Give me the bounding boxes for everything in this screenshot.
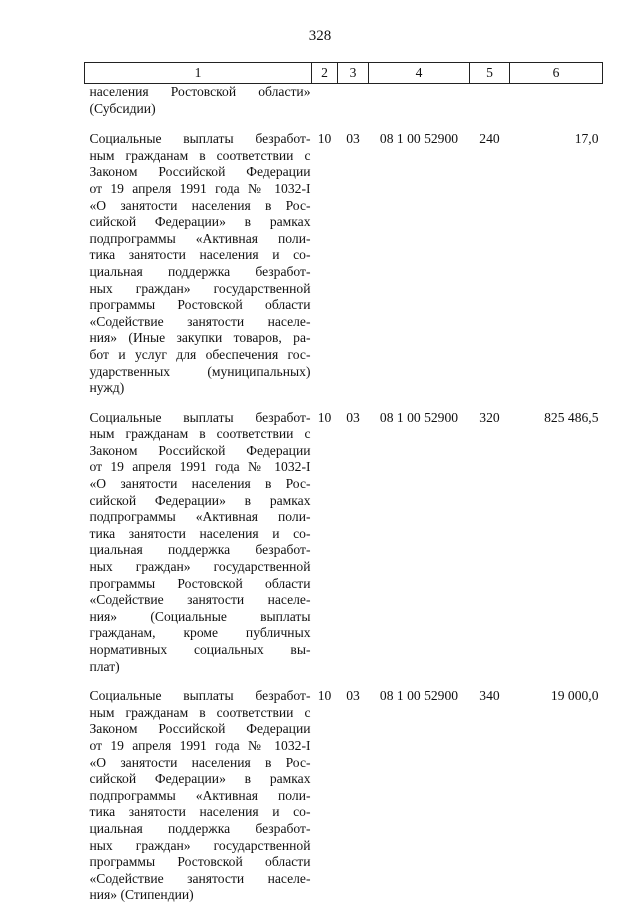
- header-col-4: 4: [369, 63, 470, 84]
- section-code: 10: [317, 409, 332, 425]
- row-description: [85, 688, 312, 917]
- description-line: населения Ростовской области»: [89, 84, 311, 99]
- expense-type-code: [470, 84, 510, 132]
- header-col-5: 5: [470, 63, 510, 84]
- target-code: [369, 84, 470, 132]
- subsection-code: [338, 84, 369, 132]
- description-line: программы Ростовской области: [89, 297, 311, 313]
- subsection-code: 03: [346, 131, 360, 147]
- target-code: 08 1 00 52900: [379, 409, 459, 425]
- description-line: ных граждан» государственной: [89, 280, 311, 296]
- table-row: [85, 688, 603, 917]
- description-line: циальная поддержка безработ-: [89, 263, 311, 279]
- description-line: программы Ростовской области: [89, 575, 311, 591]
- description-line: Законом Российской Федерации: [89, 721, 311, 737]
- description-line: сийской Федерации» в рамках: [89, 771, 311, 787]
- expense-type-code: 340: [479, 688, 500, 704]
- page-number: 328: [308, 28, 332, 44]
- description-line: бот и услуг для обеспечения гос-: [89, 346, 311, 362]
- description-line: ным гражданам в соответствии с: [89, 704, 311, 720]
- table-row: [85, 84, 603, 132]
- description-line: ния» (Социальные выплаты: [89, 608, 311, 624]
- row-description: [85, 410, 312, 689]
- description-line: подпрограммы «Активная поли-: [89, 509, 311, 525]
- table-row: [85, 410, 603, 689]
- description-line: подпрограммы «Активная поли-: [89, 787, 311, 803]
- row-description: [85, 84, 312, 132]
- description-line: Социальные выплаты безработ-: [89, 409, 311, 425]
- description-line: ударственных (муниципальных): [89, 363, 311, 379]
- description-line: «О занятости населения в Рос-: [89, 754, 311, 770]
- description-line: «Содействие занятости населе-: [89, 592, 311, 608]
- section-code: 10: [317, 131, 332, 147]
- description-line: ных граждан» государственной: [89, 559, 311, 575]
- description-line: нормативных социальных вы-: [89, 642, 311, 657]
- description-line: тика занятости населения и со-: [89, 525, 311, 541]
- amount-value: 19 000,0: [550, 688, 599, 704]
- description-line: тика занятости населения и со-: [89, 247, 311, 263]
- target-code: 08 1 00 52900: [379, 688, 459, 704]
- description-line: «О занятости населения в Рос-: [89, 197, 311, 213]
- header-col-3: 3: [338, 63, 369, 84]
- subsection-code: 03: [346, 688, 360, 704]
- description-line: сийской Федерации» в рамках: [89, 492, 311, 508]
- amount-value: 17,0: [574, 131, 599, 147]
- description-line: циальная поддержка безработ-: [89, 820, 311, 836]
- header-col-2: 2: [312, 63, 338, 84]
- description-line: гражданам, кроме публичных: [89, 625, 311, 641]
- description-line: ным гражданам в соответствии с: [89, 426, 311, 442]
- description-line: Законом Российской Федерации: [89, 442, 311, 458]
- subsection-code: 03: [346, 409, 360, 425]
- header-col-1: 1: [85, 63, 312, 84]
- description-line: нужд): [89, 380, 125, 396]
- expense-type-code: 240: [479, 131, 500, 147]
- description-line: от 19 апреля 1991 года № 1032-I: [89, 459, 311, 475]
- target-code: 08 1 00 52900: [379, 131, 459, 147]
- header-row: [85, 63, 603, 84]
- table-header: [85, 63, 603, 84]
- header-col-6: 6: [510, 63, 603, 84]
- description-line: ния» (Иные закупки товаров, ра-: [89, 330, 311, 346]
- description-line: подпрограммы «Активная поли-: [89, 230, 311, 246]
- description-line: тика занятости населения и со-: [89, 804, 311, 820]
- description-line: ния» (Стипендии): [89, 887, 194, 903]
- description-line: «О занятости населения в Рос-: [89, 476, 311, 492]
- amount-value: 825 486,5: [544, 409, 599, 425]
- description-line: (Субсидии): [89, 100, 156, 116]
- description-line: Социальные выплаты безработ-: [89, 688, 311, 704]
- description-line: «Содействие занятости населе-: [89, 313, 311, 329]
- section-code: [312, 84, 338, 132]
- description-line: от 19 апреля 1991 года № 1032-I: [89, 737, 311, 753]
- description-line: плат): [89, 658, 120, 674]
- description-line: ных граждан» государственной: [89, 837, 311, 853]
- amount-value: [510, 84, 603, 132]
- section-code: 10: [317, 688, 332, 704]
- expense-type-code: 320: [479, 409, 500, 425]
- description-line: ным гражданам в соответствии с: [89, 147, 311, 163]
- description-line: Законом Российской Федерации: [89, 164, 311, 180]
- description-line: циальная поддержка безработ-: [89, 542, 311, 558]
- budget-table: [84, 62, 603, 917]
- row-description: [85, 131, 312, 410]
- description-line: от 19 апреля 1991 года № 1032-I: [89, 180, 311, 196]
- description-line: программы Ростовской области: [89, 854, 311, 870]
- table-row: [85, 131, 603, 410]
- description-line: Социальные выплаты безработ-: [89, 131, 311, 147]
- description-line: «Содействие занятости населе-: [89, 870, 311, 886]
- table-body: [85, 84, 603, 917]
- description-line: сийской Федерации» в рамках: [89, 214, 311, 230]
